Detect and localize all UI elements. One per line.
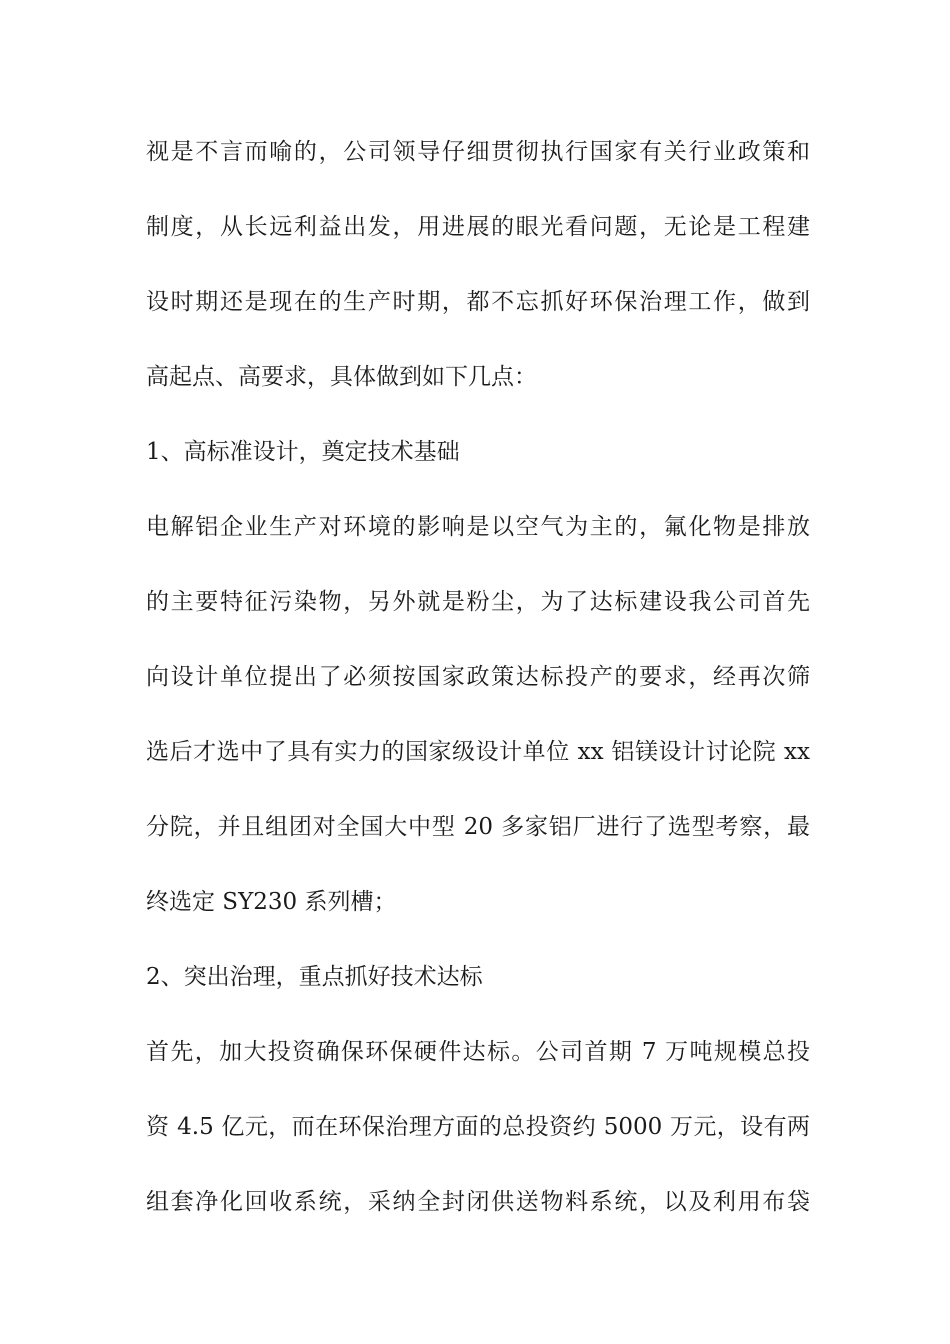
- paragraph-line: 首先，加大投资确保环保硬件达标。公司首期 7 万吨规模总投: [146, 1039, 810, 1065]
- paragraph-line: 选后才选中了具有实力的国家级设计单位 xx 铝镁设计讨论院 xx: [146, 739, 810, 765]
- paragraph-line: 分院，并且组团对全国大中型 20 多家铝厂进行了选型考察，最: [146, 814, 810, 840]
- paragraph-line: 制度，从长远利益出发，用进展的眼光看问题，无论是工程建: [146, 214, 810, 240]
- paragraph-line: 的主要特征污染物，另外就是粉尘，为了达标建设我公司首先: [146, 589, 810, 615]
- section-heading: 1、高标准设计，奠定技术基础: [146, 439, 460, 465]
- paragraph-line: 组套净化回收系统，采纳全封闭供送物料系统，以及利用布袋: [146, 1189, 810, 1215]
- paragraph-line: 设时期还是现在的生产时期，都不忘抓好环保治理工作，做到: [146, 289, 810, 315]
- paragraph-line: 终选定 SY230 系列槽；: [146, 889, 397, 915]
- paragraph-line: 视是不言而喻的，公司领导仔细贯彻执行国家有关行业政策和: [146, 139, 810, 165]
- paragraph-line: 高起点、高要求，具体做到如下几点：: [146, 364, 537, 390]
- paragraph-line: 资 4.5 亿元，而在环保治理方面的总投资约 5000 万元，设有两: [146, 1114, 810, 1140]
- paragraph-line: 电解铝企业生产对环境的影响是以空气为主的，氟化物是排放: [146, 514, 810, 540]
- section-heading: 2、突出治理，重点抓好技术达标: [146, 964, 483, 990]
- paragraph-line: 向设计单位提出了必须按国家政策达标投产的要求，经再次筛: [146, 664, 810, 690]
